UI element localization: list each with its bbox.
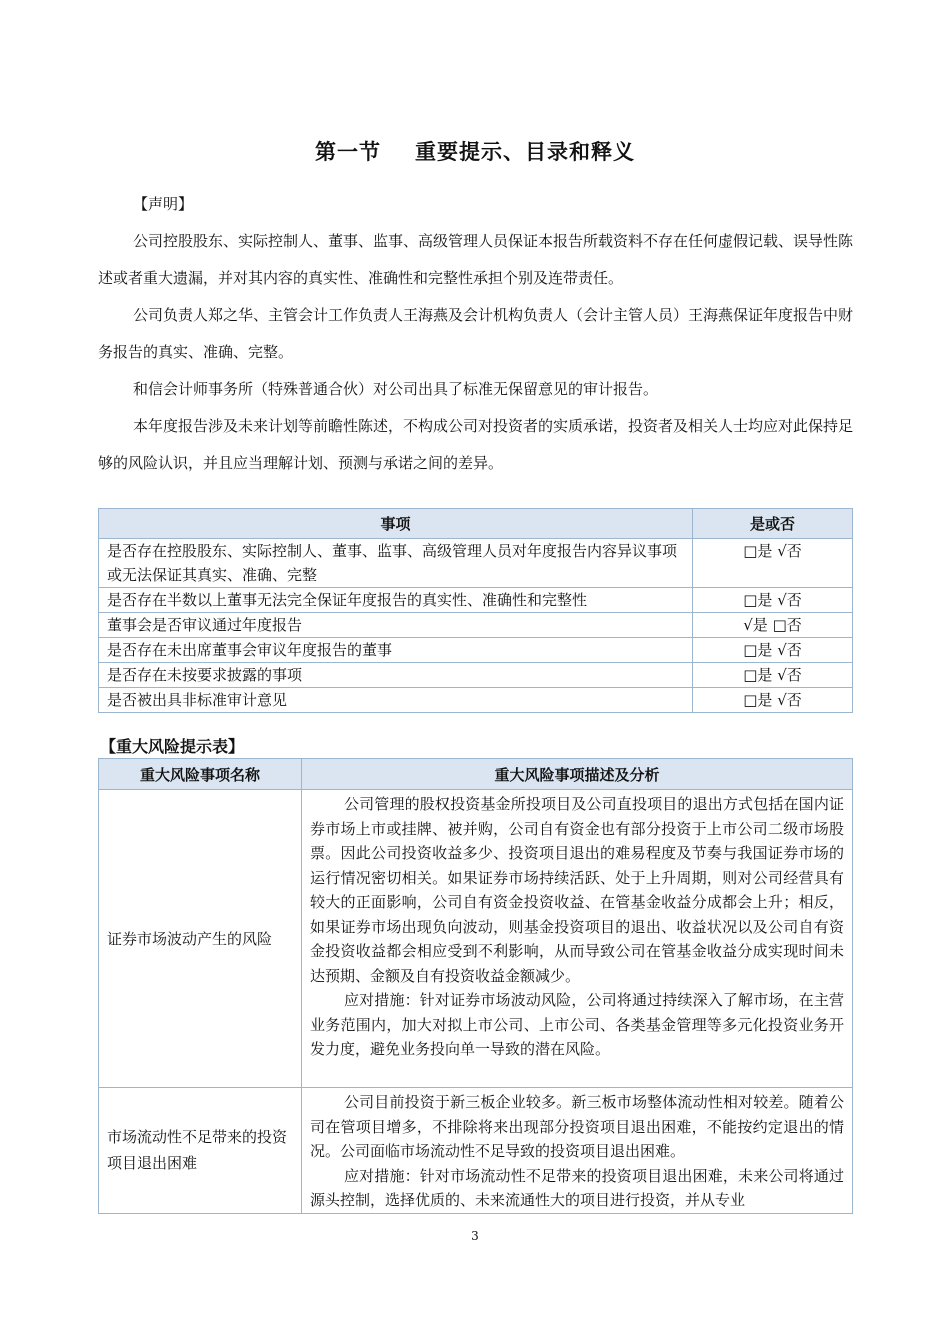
declaration-paragraph: 本年度报告涉及未来计划等前瞻性陈述，不构成公司对投资者的实质承诺，投资者及相关人士均应对此保持足够的风险认识，并且应当理解计划、预测与承诺之间的差异。: [98, 417, 854, 472]
col-header-item: 事项: [99, 509, 693, 539]
item-cell: 是否存在未出席董事会审议年度报告的董事: [99, 638, 693, 663]
table-header-row: [99, 759, 853, 790]
table-row: [99, 539, 853, 588]
item-cell: 董事会是否审议通过年度报告: [99, 613, 693, 638]
risk-table: [98, 758, 853, 1214]
declaration-paragraph: 和信会计师事务所（特殊普通合伙）对公司出具了标准无保留意见的审计报告。: [133, 380, 659, 398]
declaration-paragraph: 公司控股股东、实际控制人、董事、监事、高级管理人员保证本报告所载资料不存在任何虚假记载、误导性陈述或者重大遗漏，并对其内容的真实性、准确性和完整性承担个别及连带责任。: [98, 232, 854, 287]
risk-table-heading: 【重大风险提示表】: [100, 737, 245, 756]
answer-cell: √是 □否: [693, 613, 853, 638]
table-row: [99, 613, 853, 638]
risk-name-cell: 市场流动性不足带来的投资项目退出困难: [99, 1088, 302, 1214]
risk-desc-cell: [302, 790, 853, 1088]
table-row: [99, 663, 853, 688]
declaration-paragraph: 公司负责人郑之华、主管会计工作负责人王海燕及会计机构负责人（会计主管人员）王海燕保证年度报告中财务报告的真实、准确、完整。: [98, 306, 854, 361]
item-cell: 是否存在未按要求披露的事项: [99, 663, 693, 688]
risk-desc-paragraph: 公司管理的股权投资基金所投项目及公司直投项目的退出方式包括在国内证券市场上市或挂牌、被并购，公司自有资金也有部分投资于上市公司二级市场股票。因此公司投资收益多少、投资项目退出的难易程度及节奏与我国证券市场的运行情况密切相关。如果证券市场持续活跃、处于上升周期，则对公司经营具有较大的正面影响，公司自有资金投资收益、在管基金收益分成都会上升；相反，如果证券市场出现负向波动，则基金投资项目的退出、收益状况以及公司自有资金投资收益都会相应受到不利影响，从而导致公司在管基金收益分成实现时间未达预期、金额及自有投资收益金额减少。: [310, 795, 844, 985]
answer-cell: □是 √否: [693, 539, 853, 588]
item-cell: 是否存在控股股东、实际控制人、董事、监事、高级管理人员对年度报告内容异议事项或无法保证其真实、准确、完整: [99, 539, 693, 588]
item-cell: 是否被出具非标准审计意见: [99, 688, 693, 713]
col-header-risk-desc: 重大风险事项描述及分析: [302, 759, 853, 790]
table-row: [99, 1088, 853, 1214]
col-header-risk-name: 重大风险事项名称: [99, 759, 302, 790]
risk-desc-paragraph: 应对措施：针对市场流动性不足带来的投资项目退出困难，未来公司将通过源头控制，选择优质的、未来流通性大的项目进行投资，并从专业: [310, 1166, 844, 1209]
risk-desc-paragraph: 应对措施：针对证券市场波动风险，公司将通过持续深入了解市场，在主营业务范围内，加大对拟上市公司、上市公司、各类基金管理等多元化投资业务开发力度，避免业务投向单一导致的潜在风险。: [310, 991, 844, 1058]
table-row: [99, 638, 853, 663]
answer-cell: □是 √否: [693, 588, 853, 613]
table-row: [99, 688, 853, 713]
table-row: [99, 588, 853, 613]
section-heading: 重要提示、目录和释义: [415, 140, 635, 164]
section-title: [0, 136, 950, 166]
declaration-table: [98, 508, 853, 713]
declaration-label: 【声明】: [133, 195, 194, 213]
risk-desc-cell: [302, 1088, 853, 1214]
table-header-row: [99, 509, 853, 539]
answer-cell: □是 √否: [693, 638, 853, 663]
item-cell: 是否存在半数以上董事无法完全保证年度报告的真实性、准确性和完整性: [99, 588, 693, 613]
col-header-answer: 是或否: [693, 509, 853, 539]
section-number: 第一节: [315, 140, 381, 164]
table-row: [99, 790, 853, 1088]
page-number: 3: [471, 1229, 479, 1243]
risk-desc-paragraph: 公司目前投资于新三板企业较多。新三板市场整体流动性相对较差。随着公司在管项目增多，不排除将来出现部分投资项目退出困难，不能按约定退出的情况。公司面临市场流动性不足导致的投资项目退出困难。: [310, 1093, 844, 1160]
risk-name-cell: 证券市场波动产生的风险: [99, 790, 302, 1088]
answer-cell: □是 √否: [693, 688, 853, 713]
answer-cell: □是 √否: [693, 663, 853, 688]
